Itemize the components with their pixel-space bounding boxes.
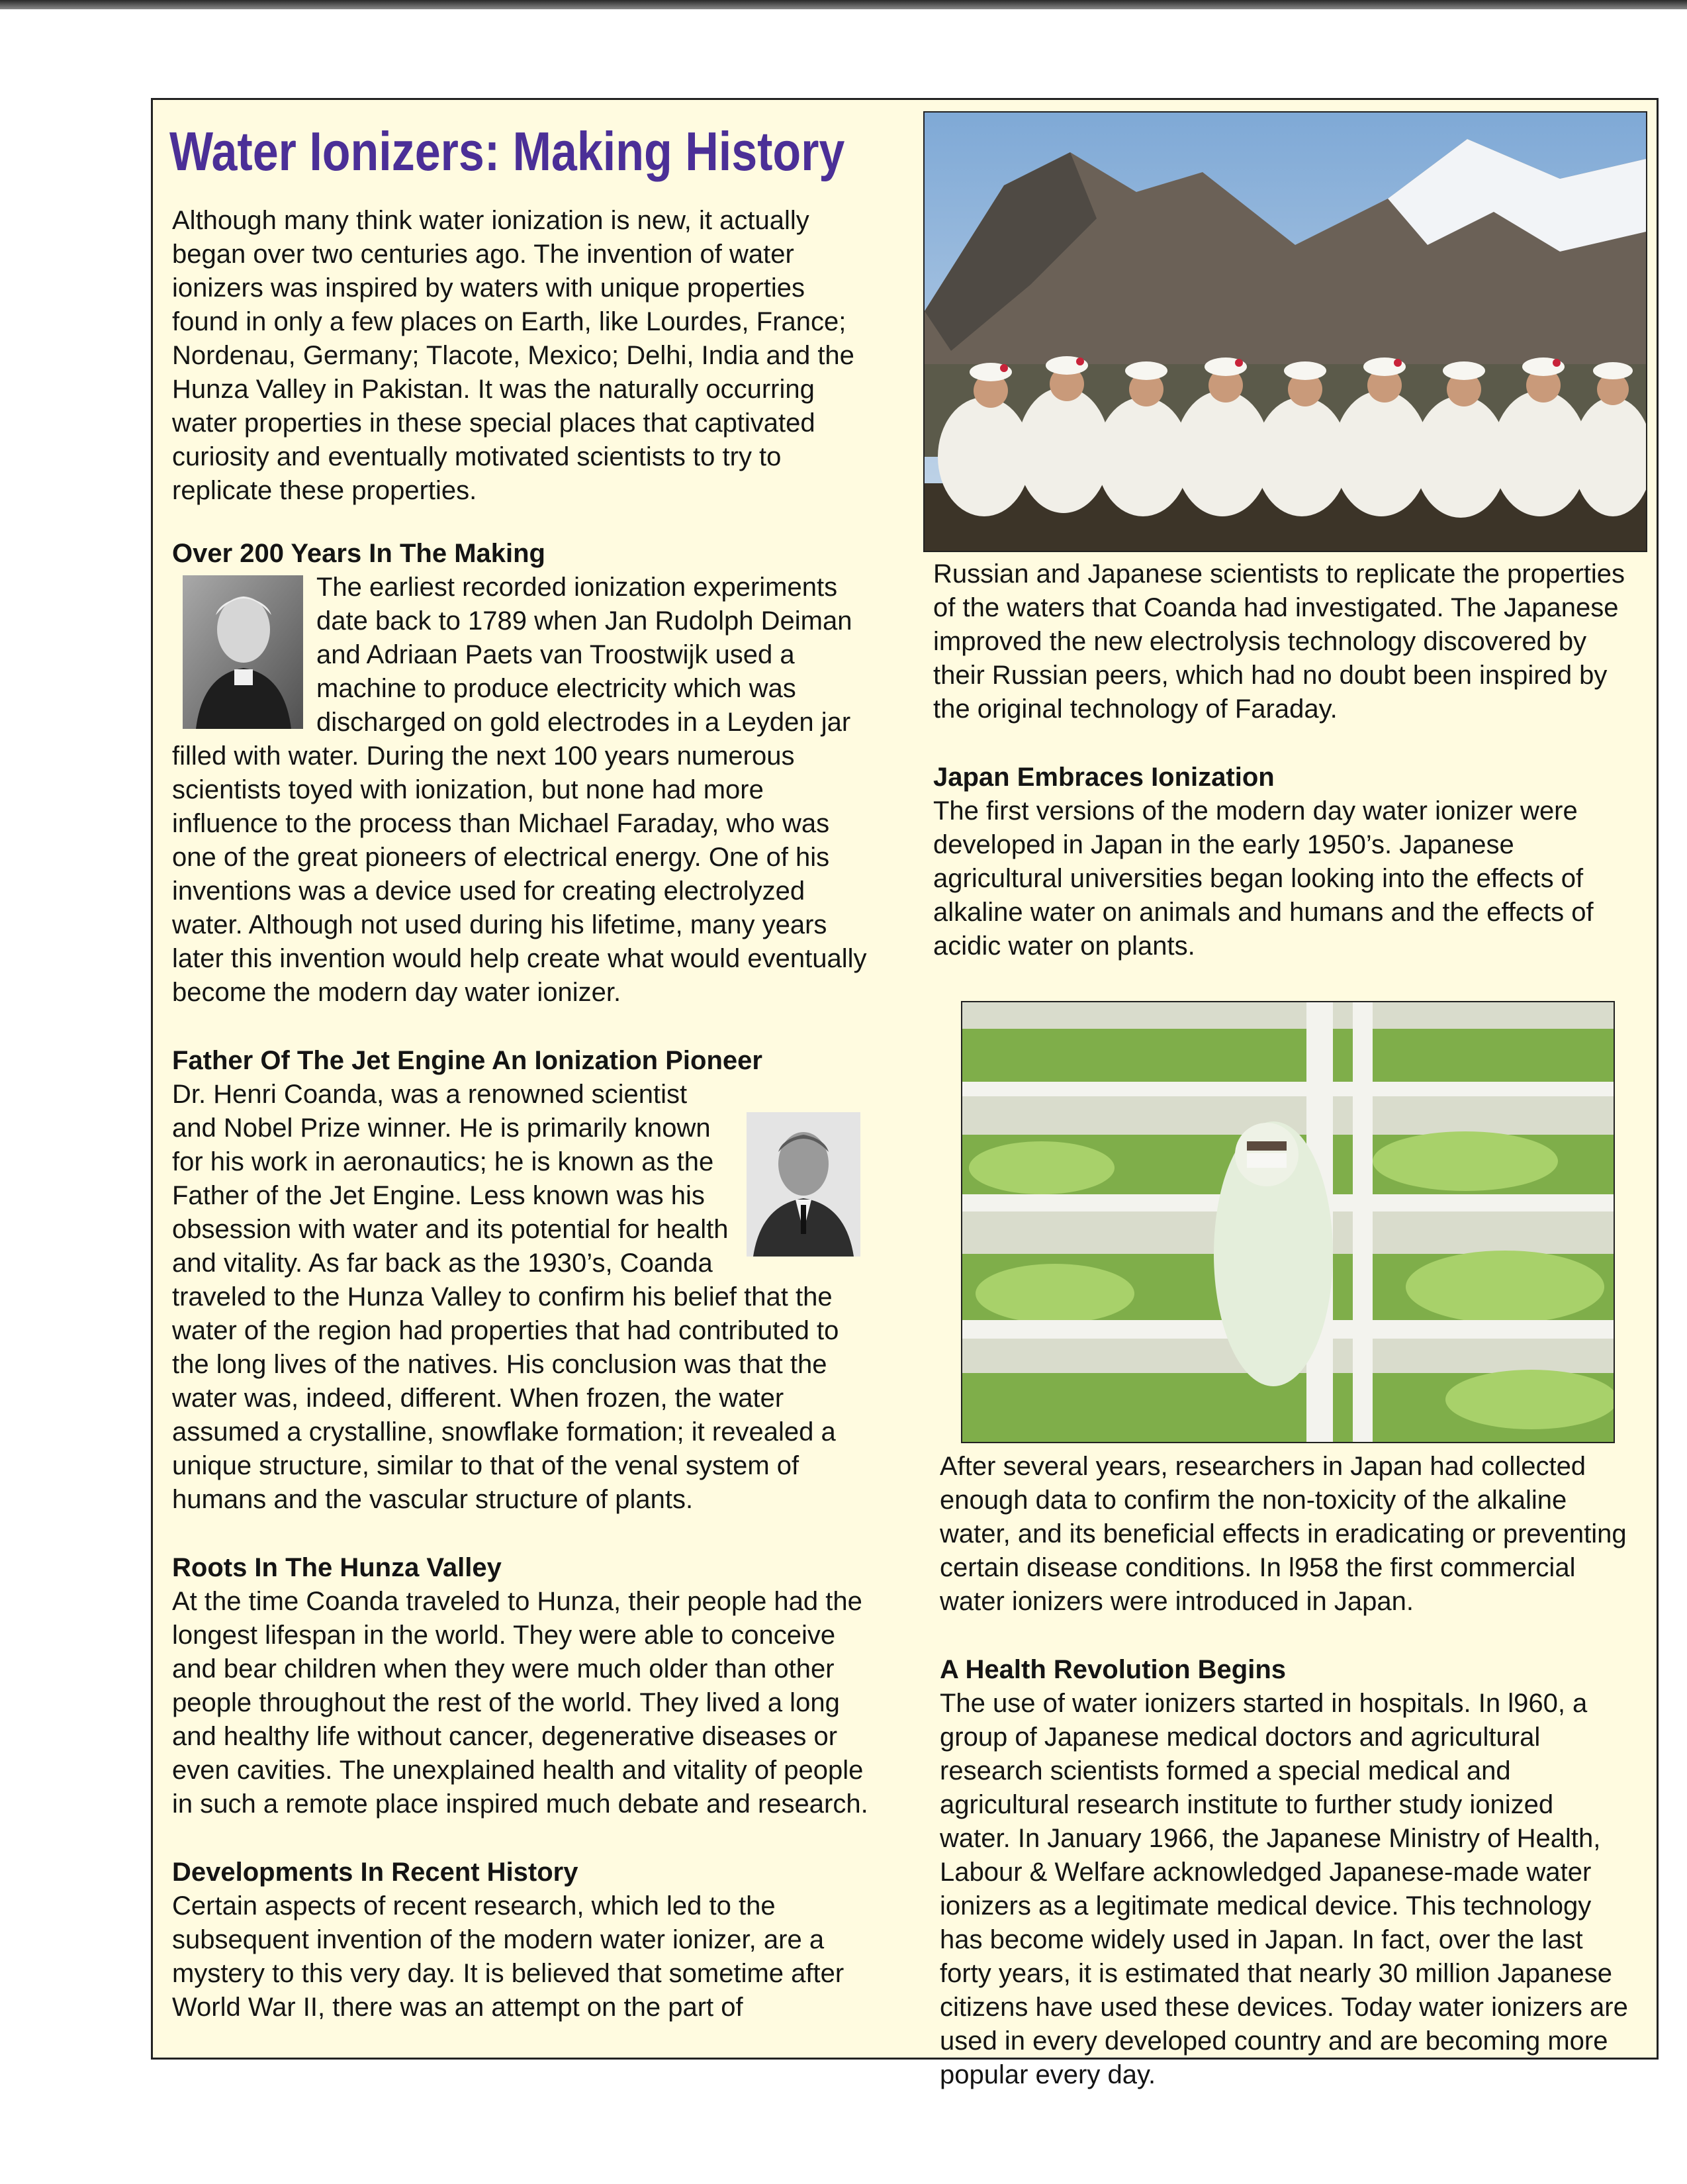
hunza-elders-illustration xyxy=(925,113,1646,551)
heading-jet-engine: Father Of The Jet Engine An Ionization Pioneer xyxy=(172,1046,762,1075)
faraday-portrait xyxy=(183,575,303,729)
heading-japan: Japan Embraces Ionization xyxy=(933,763,1275,792)
coanda-paragraph: Dr. Henri Coanda, was a renowned scientist and Nobel Prize winner. He is primarily known for his work in aeronautics; he is known as the Father of the Jet Engine. Less known was his obsession with water and its potential for health and vitality. As far back as the 1930’s, Coanda traveled to the Hunza Valley to confirm his belief that the water of the region had properties that had contributed to the long lives of the natives. His conclusion was that the water was, indeed, different. When frozen, the water assumed a crystalline, snowflake formation; it revealed a unique structure, similar to that of the venal system of humans and the vascular structure of plants. xyxy=(172,1080,839,1514)
heading-health-revolution: A Health Revolution Begins xyxy=(940,1655,1287,1684)
coanda-portrait-space xyxy=(747,1112,860,1257)
heading-200-years: Over 200 Years In The Making xyxy=(172,539,545,568)
heading-recent-history: Developments In Recent History xyxy=(172,1858,578,1887)
greenhouse-photo xyxy=(961,1001,1615,1443)
page-title: Water Ionizers: Making History xyxy=(169,120,845,182)
faraday-wrap xyxy=(172,571,874,1010)
right-column-bottom xyxy=(940,1450,1628,2092)
health-revolution-paragraph: The use of water ionizers started in hospitals. In l960, a group of Japanese medical doctors and agricultural research scientists formed a special medical and agricultural research institute to further study ionized water. In January 1966, the Japanese Ministry of Health, Labour & Welfare acknowledged Japanese-made water ionizers as a legitimate medical device. This technology has become widely used in Japan. In fact, over the last forty years, it is estimated that nearly 30 million Japanese citizens have used these devices. Today water ionizers are used in every developed country and are becoming more popular every day. xyxy=(940,1689,1628,2089)
right-column-top xyxy=(933,557,1628,963)
scan-top-edge xyxy=(0,0,1687,9)
hunza-paragraph: At the time Coanda traveled to Hunza, their people had the longest lifespan in the world. They were able to conceive and bear children when they were much older than other people throughout the rest of the world. They lived a long and healthy life without cancer, degenerative diseases or even cavities. The unexplained health and vitality of people in such a remote place inspired much debate and research. xyxy=(172,1587,868,1819)
greenhouse-illustration xyxy=(962,1002,1614,1442)
heading-hunza: Roots In The Hunza Valley xyxy=(172,1553,502,1582)
left-column xyxy=(169,118,874,2024)
intro-paragraph: Although many think water ionization is new, it actually began over two centuries ago. The invention of water ionizers was inspired by waters with unique properties found in only a few places on Earth, like Lourdes, France; Nordenau, Germany; Tlacote, Mexico; Delhi, India and the Hunza Valley in Pakistan. It was the naturally occurring water properties in these special places that captivated curiosity and eventually motivated scientists to try to replicate these properties. xyxy=(172,206,854,505)
recent-history-paragraph: Certain aspects of recent research, which led to the subsequent invention of the modern water ionizer, are a mystery to this very day. It is believed that sometime after World War II, there was an attempt on the part of xyxy=(172,1891,844,2022)
coanda-portrait xyxy=(747,1112,860,1257)
continued-paragraph: Russian and Japanese scientists to replicate the properties of the waters that Coanda had investigated. The Japanese improved the new electrolysis technology discovered by their Russian peers, which had no doubt been inspired by the original technology of Faraday. xyxy=(933,559,1625,724)
hunza-elders-photo xyxy=(923,111,1647,552)
after-years-paragraph: After several years, researchers in Japan had collected enough data to confirm the non-toxicity of the alkaline water, and its beneficial effects in eradicating or preventing certain disease conditions. In l958 the first commercial water ionizers were introduced in Japan. xyxy=(940,1452,1627,1616)
japan-paragraph: The first versions of the modern day water ionizer were developed in Japan in the early 1950’s. Japanese agricultural universities began looking into the effects of alkaline water on animals and humans and the effects of acidic water on plants. xyxy=(933,796,1594,961)
faraday-portrait-space xyxy=(183,575,303,729)
faraday-paragraph: The earliest recorded ionization experiments date back to 1789 when Jan Rudolph Deiman and Adriaan Paets van Troostwijk used a machine to produce electricity which was discharged on gold electrodes in a Leyden jar filled with water. During the next 100 years numerous scientists toyed with ionization, but none had more influence to the process than Michael Faraday, who was one of the great pioneers of electrical energy. One of his inventions was a device used for creating electrolyzed water. Although not used during his lifetime, many years later this invention would help create what would eventually become the modern day water ionizer. xyxy=(172,573,867,1007)
coanda-wrap xyxy=(172,1078,874,1517)
